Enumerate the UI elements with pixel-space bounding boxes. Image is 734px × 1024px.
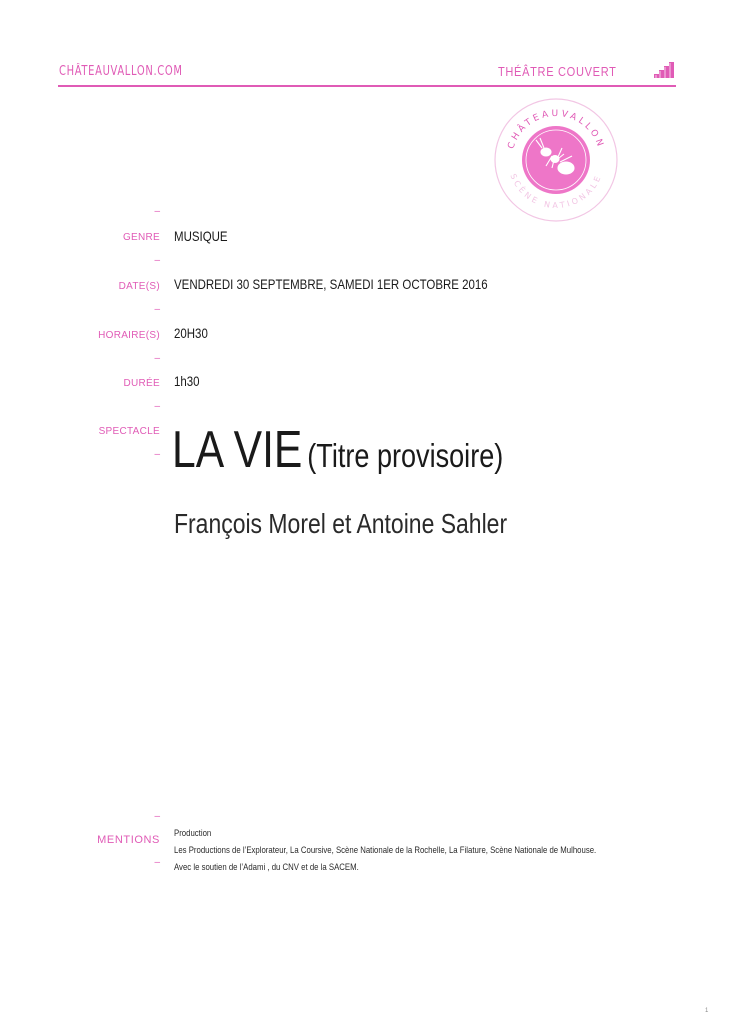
mentions-line: Production — [174, 828, 212, 839]
genre-value: MUSIQUE — [174, 228, 228, 244]
duration-label: DURÉE — [123, 378, 160, 389]
chateauvallon-seal-logo — [492, 96, 620, 224]
separator-dash: – — [154, 811, 160, 822]
separator-dash: – — [154, 304, 160, 315]
stairs-icon — [654, 60, 674, 78]
separator-dash: – — [154, 206, 160, 217]
separator-dash: – — [154, 857, 160, 868]
separator-dash: – — [154, 401, 160, 412]
show-title — [172, 420, 503, 480]
site-link[interactable]: CHÂTEAUVALLON.COM — [59, 64, 183, 79]
header-divider — [58, 85, 676, 87]
mentions-line: Avec le soutien de l’Adami , du CNV et de la SACEM. — [174, 862, 359, 873]
genre-label: GENRE — [122, 232, 160, 243]
separator-dash: – — [154, 255, 160, 266]
page-number: 1 — [705, 1008, 709, 1014]
show-title-subtitle: (Titre provisoire) — [307, 437, 504, 474]
show-title-main: LA VIE — [172, 421, 303, 479]
show-authors: François Morel et Antoine Sahler — [174, 508, 508, 539]
dates-label: DATE(S) — [118, 281, 160, 292]
mentions-line: Les Productions de l’Explorateur, La Coursive, Scène Nationale de la Rochelle, La Filature, Scène Nationale de Mulhouse. — [174, 845, 597, 856]
schedule-value: 20H30 — [174, 325, 208, 341]
duration-value: 1h30 — [174, 373, 200, 389]
dates-value: VENDREDI 30 SEPTEMBRE, SAMEDI 1ER OCTOBRE 2016 — [174, 276, 488, 292]
venue-label: THÉÂTRE COUVERT — [498, 64, 617, 79]
seal-bottom-text: SCÈNE NATIONALE — [508, 172, 604, 211]
schedule-label: HORAIRE(S) — [98, 330, 160, 341]
spectacle-label: SPECTACLE — [98, 426, 160, 437]
separator-dash: – — [154, 449, 160, 460]
seal-top-text: CHÂTEAUVALLON — [506, 108, 606, 151]
mentions-label: MENTIONS — [97, 834, 160, 846]
separator-dash: – — [154, 353, 160, 364]
